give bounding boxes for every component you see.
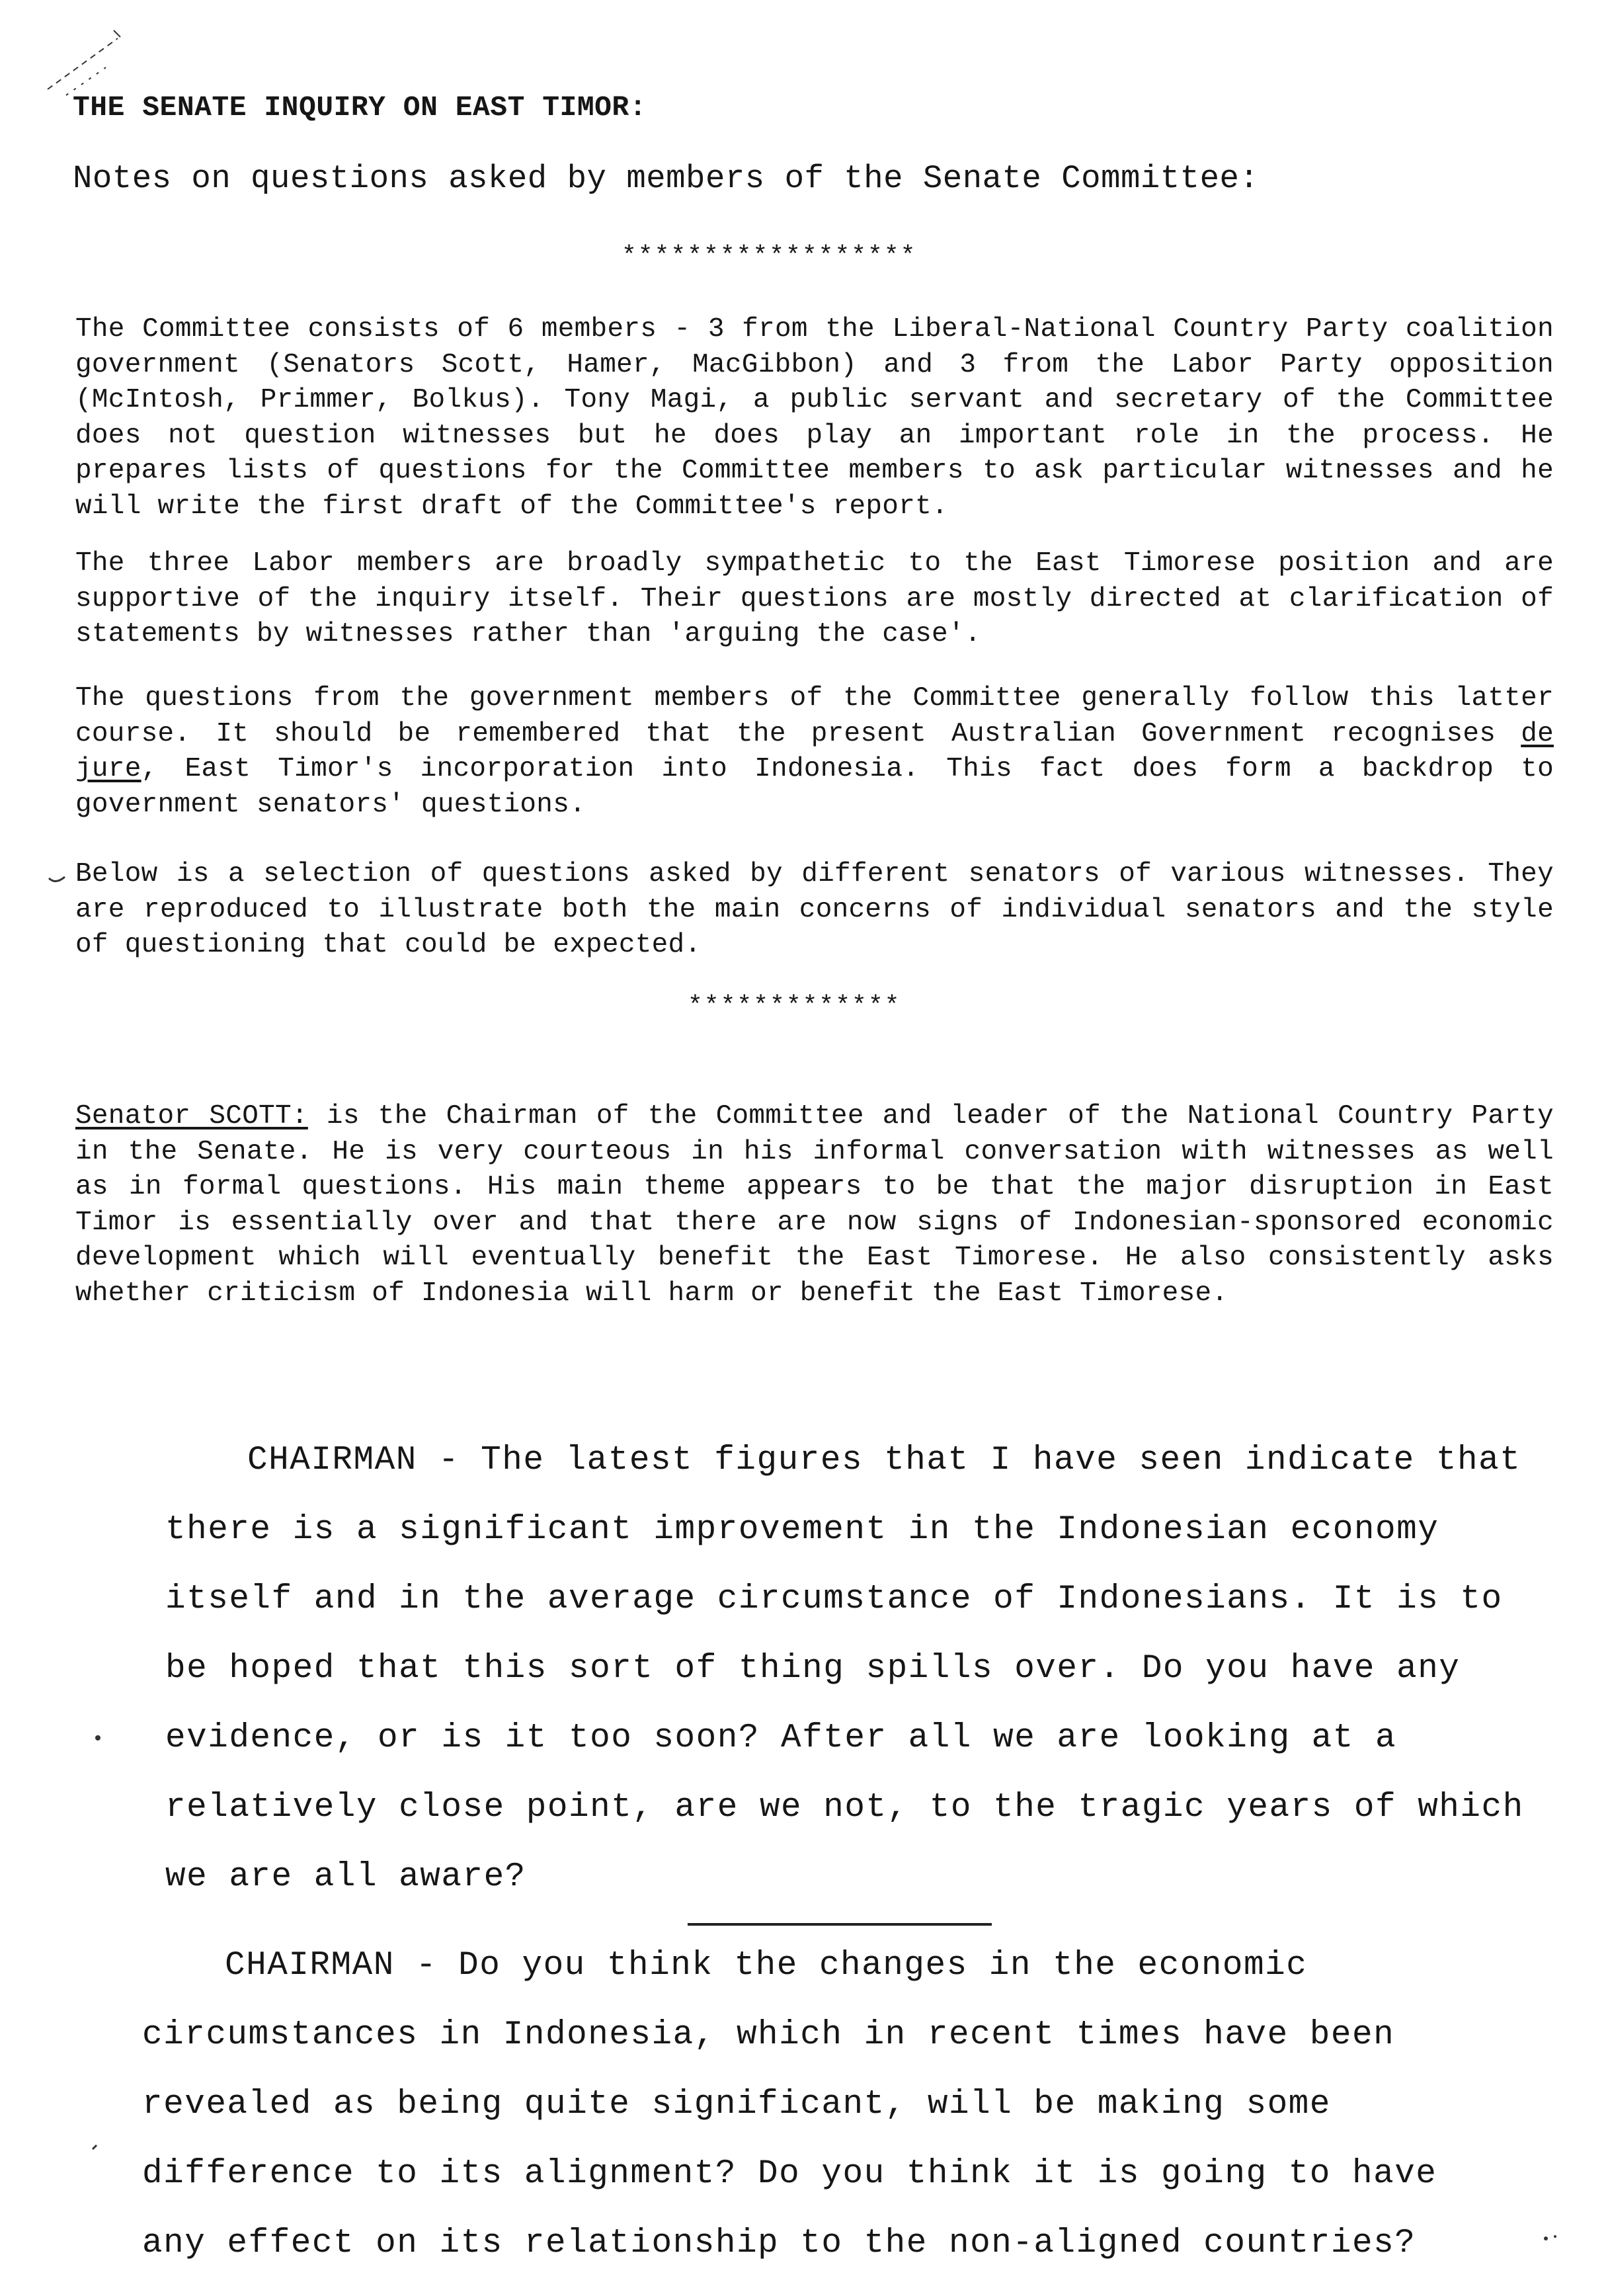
- quote-line: any effect on its relationship to the non-aligned countries?: [142, 2225, 1416, 2262]
- section-divider: [688, 1923, 992, 1926]
- paragraph-selection-intro: Below is a selection of questions asked by different senators of various witnesses. They are reproduced to illustrate both the main concerns of individual senators and the style of questioning that could be expected.: [75, 859, 1554, 960]
- separator-stars: *************: [688, 992, 901, 1020]
- quote-line: evidence, or is it too soon? After all we are looking at a: [165, 1719, 1397, 1757]
- quote-line: itself and in the average circumstance of Indonesians. It is to: [165, 1580, 1503, 1618]
- document-title: THE SENATE INQUIRY ON EAST TIMOR:: [73, 91, 647, 124]
- quote-line: CHAIRMAN - The latest figures that I have seen indicate that: [247, 1442, 1521, 1479]
- paragraph-committee-members: The Committee consists of 6 members - 3 from the Liberal-National Country Party coalition government (Senators Scott, Hamer, MacGibbon) and 3 from the Labor Party opposition (McIntosh, Primmer, Bolkus). Tony Magi, a public servant and secretary of the Committee does not question witnesses but he does play an important role in the process. He prepares lists of questions for the Committee members to ask particular witnesses and he will write the first draft of the Committee's report.: [75, 314, 1554, 522]
- document-subtitle: Notes on questions asked by members of the Senate Committee:: [73, 160, 1260, 197]
- separator-stars: ******************: [622, 242, 917, 270]
- quote-line: be hoped that this sort of thing spills over. Do you have any: [165, 1650, 1461, 1688]
- quote-line: difference to its alignment? Do you think it is going to have: [142, 2155, 1437, 2193]
- paragraph-labor-members: The three Labor members are broadly sympathetic to the East Timorese position and are supportive of the inquiry itself. Their questions are mostly directed at clarification of statements by witnesses rather than 'arguing the case'.: [75, 548, 1554, 649]
- paragraph-text: , East Timor's incorporation into Indonesia. This fact does form a backdrop to government senators' questions.: [75, 754, 1554, 820]
- margin-tick-icon: [46, 870, 69, 890]
- senator-label: Senator SCOTT:: [75, 1101, 308, 1131]
- quote-line: we are all aware?: [165, 1858, 526, 1896]
- senator-description: is the Chairman of the Committee and leader of the National Country Party in the Senate. He is very courteous in his informal conversation with witnesses as well as in formal questions. His main theme appears to be that the major disruption in East Timor is essentially over and that there are now signs of Indonesian-sponsored economic development which will eventually benefit the East Timorese. He also consistently asks whether criticism of Indonesia will harm or benefit the East Timorese.: [75, 1101, 1554, 1309]
- quote-line: there is a significant improvement in the Indonesian economy: [165, 1511, 1439, 1549]
- paragraph-government-members: [75, 681, 1554, 823]
- quote-line: relatively close point, are we not, to the tragic years of which: [165, 1789, 1524, 1826]
- margin-dot-icon: [93, 1733, 103, 1743]
- margin-tick-icon: [89, 2140, 102, 2153]
- quote-line: revealed as being quite significant, will be making some: [142, 2086, 1331, 2123]
- underlined-term: de jure: [75, 718, 1554, 784]
- paragraph-text: The questions from the government members of the Committee generally follow this latter course. It should be remembered that the present Australian Government recognises: [75, 683, 1554, 749]
- quote-line: CHAIRMAN - Do you think the changes in the economic: [225, 1947, 1308, 1985]
- paragraph-senator-scott: [75, 1099, 1554, 1311]
- margin-dot-icon: [1541, 2229, 1560, 2248]
- quote-line: circumstances in Indonesia, which in recent times have been: [142, 2016, 1395, 2054]
